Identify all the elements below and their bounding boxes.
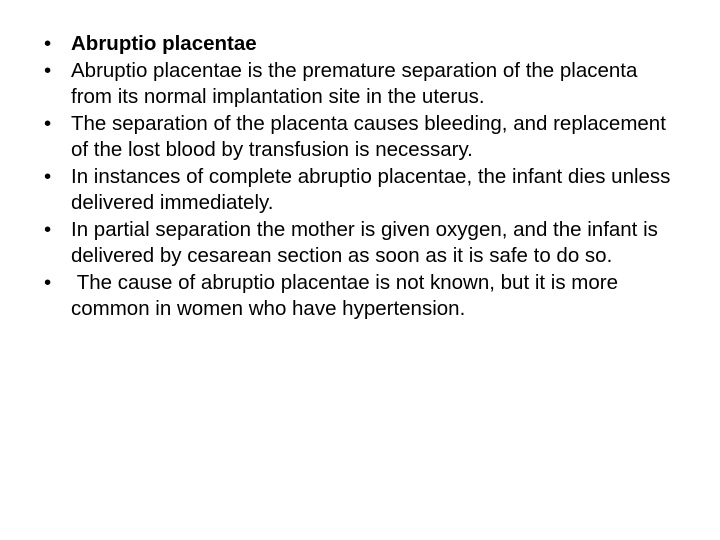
bullet-text: Abruptio placentae is the premature separation of the placenta from its normal implantation site in the uterus. — [71, 58, 638, 108]
bullet-text: In partial separation the mother is given oxygen, and the infant is delivered by cesarean section as soon as it is safe to do so. — [71, 217, 658, 267]
bullet-icon: • — [44, 111, 52, 135]
bullet-icon: • — [44, 58, 52, 82]
bullet-text: In instances of complete abruptio placentae, the infant dies unless delivered immediately. — [71, 164, 671, 214]
bullet-heading — [44, 31, 684, 58]
bullet-icon: • — [44, 164, 52, 188]
bullet-icon: • — [44, 217, 52, 241]
slide-heading: Abruptio placentae — [71, 32, 257, 55]
bullet-icon: • — [44, 32, 52, 55]
bullet-item — [44, 217, 684, 270]
bullet-item — [44, 111, 684, 164]
bullet-item — [44, 164, 684, 217]
bullet-item — [44, 270, 684, 323]
bullet-icon: • — [44, 270, 52, 294]
bullet-text: The cause of abruptio placentae is not known, but it is more common in women who have hypertension. — [71, 270, 624, 320]
bullet-list — [44, 31, 684, 323]
bullet-item — [44, 58, 684, 111]
bullet-text: The separation of the placenta causes bleeding, and replacement of the lost blood by transfusion is necessary. — [71, 111, 666, 161]
